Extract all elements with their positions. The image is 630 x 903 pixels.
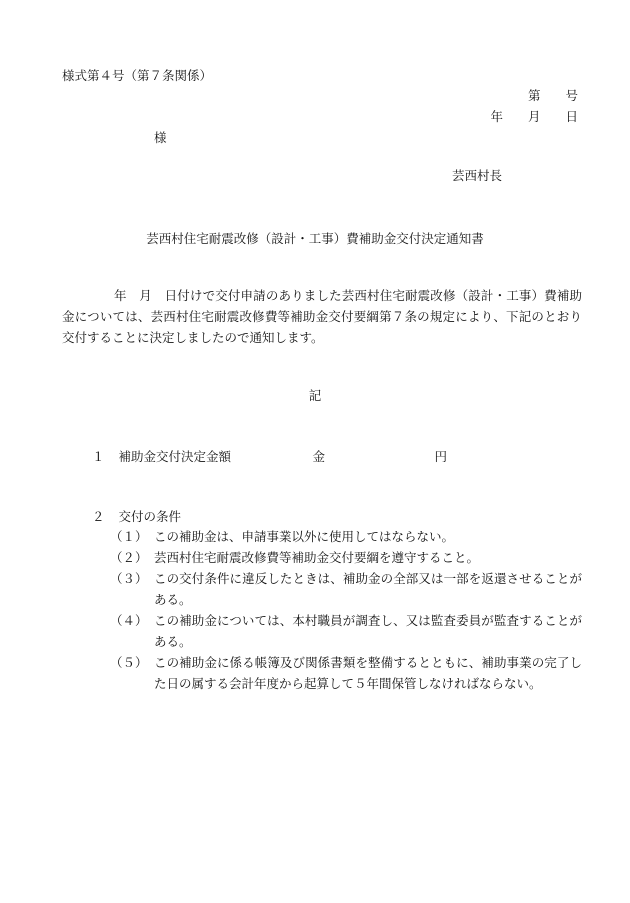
item-number: ２ bbox=[92, 509, 105, 524]
condition-number: （２） bbox=[110, 550, 148, 565]
body-paragraph: 年 月 日付けで交付申請のありました芸西村住宅耐震改修（設計・工事）費補助金については、芸西村住宅耐震改修費等補助金交付要綱第７条の規定により、下記のとおり交付することに決定しましたので通知します。 bbox=[62, 288, 582, 345]
condition-item bbox=[110, 568, 582, 610]
condition-text: この補助金は、申請事業以外に使用してはならない。 bbox=[154, 529, 455, 544]
condition-item bbox=[110, 610, 582, 652]
condition-text: この補助金に係る帳簿及び関係書類を整備するとともに、補助事業の完了した日の属する会計年度から起算して５年間保管しなければならない。 bbox=[154, 655, 582, 691]
condition-number: （１） bbox=[110, 529, 148, 544]
kin-label: 金 bbox=[312, 449, 326, 464]
condition-text: この交付条件に違反したときは、補助金の全部又は一部を返還させることがある。 bbox=[154, 571, 582, 607]
condition-number: （５） bbox=[110, 655, 148, 670]
document-number: 第 号 bbox=[527, 88, 578, 103]
issuer: 芸西村長 bbox=[452, 168, 503, 183]
item-number: １ bbox=[92, 449, 105, 464]
form-id: 様式第４号（第７条関係） bbox=[62, 68, 213, 83]
ki-heading: 記 bbox=[308, 388, 322, 403]
document-date: 年 月 日 bbox=[490, 109, 578, 124]
conditions-list bbox=[110, 526, 582, 694]
grant-amount-line bbox=[92, 447, 447, 465]
conditions-heading bbox=[92, 507, 181, 525]
condition-number: （４） bbox=[110, 613, 148, 628]
condition-item bbox=[110, 547, 582, 568]
grant-amount-label: 補助金交付決定金額 bbox=[118, 449, 232, 464]
condition-text: 芸西村住宅耐震改修費等補助金交付要綱を遵守すること。 bbox=[154, 550, 480, 565]
document-title: 芸西村住宅耐震改修（設計・工事）費補助金交付決定通知書 bbox=[146, 231, 484, 246]
yen-label: 円 bbox=[434, 449, 448, 464]
recipient: 様 bbox=[154, 130, 167, 145]
condition-item bbox=[110, 652, 582, 694]
condition-number: （３） bbox=[110, 571, 148, 586]
conditions-label: 交付の条件 bbox=[118, 509, 182, 524]
condition-text: この補助金については、本村職員が調査し、又は監査委員が監査することがある。 bbox=[154, 613, 582, 649]
condition-item bbox=[110, 526, 582, 547]
